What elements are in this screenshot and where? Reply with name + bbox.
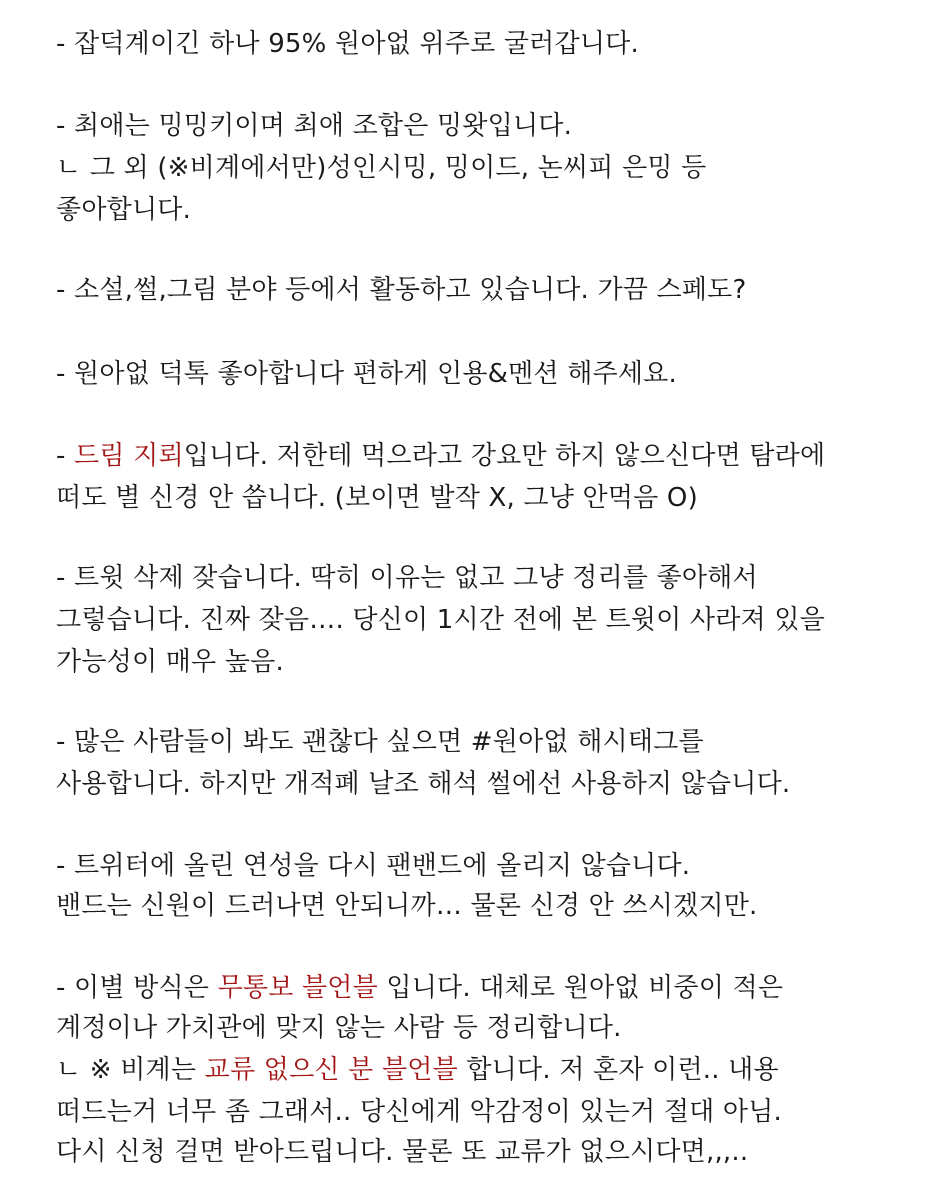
text-line xyxy=(56,968,783,1008)
text-line xyxy=(56,886,758,926)
text-line xyxy=(56,642,284,682)
line-text: - 잡덕계이긴 하나 95% 원아없 위주로 굴러갑니다. xyxy=(56,29,639,59)
line-text: 그렇습니다. 진짜 잦음…. 당신이 1시간 전에 본 트윗이 사라져 있을 xyxy=(56,605,825,635)
text-line xyxy=(56,846,690,886)
text-line xyxy=(56,1050,779,1090)
line-text: 좋아합니다. xyxy=(56,195,192,225)
text-line xyxy=(56,1008,622,1048)
text-line xyxy=(56,354,677,394)
line-text: 다시 신청 걸면 받아드립니다. 물론 또 교류가 없으시다면,,,.. xyxy=(56,1137,749,1167)
highlighted-text: 교류 없으신 분 블언블 xyxy=(204,1055,458,1085)
text-line xyxy=(56,106,572,146)
text-line xyxy=(56,1132,748,1172)
text-line xyxy=(56,148,707,188)
line-text: 입니다. 대체로 원아없 비중이 적은 xyxy=(377,973,784,1003)
text-line xyxy=(56,558,758,598)
text-line xyxy=(56,600,825,640)
line-text: - 많은 사람들이 봐도 괜찮다 싶으면 #원아없 해시태그를 xyxy=(56,727,704,757)
line-text: 밴드는 신원이 드러나면 안되니까… 물론 신경 안 쓰시겠지만. xyxy=(56,891,758,921)
line-text: 계정이나 가치관에 맞지 않는 사람 등 정리합니다. xyxy=(56,1013,622,1043)
line-text: - 원아없 덕톡 좋아합니다 편하게 인용&멘션 해주세요. xyxy=(56,359,677,389)
text-line xyxy=(56,478,698,518)
line-text: - 소설,썰,그림 분야 등에서 활동하고 있습니다. 가끔 스페도? xyxy=(56,275,747,305)
line-text: 떠드는거 너무 좀 그래서.. 당신에게 악감정이 있는거 절대 아님. xyxy=(56,1097,783,1127)
text-line xyxy=(56,764,790,804)
line-text: - 트위터에 올린 연성을 다시 팬밴드에 올리지 않습니다. xyxy=(56,851,691,881)
line-text: ㄴ 그 외 (※비계에서만)성인시밍, 밍이드, 논씨피 은밍 등 xyxy=(56,153,707,183)
line-text: 가능성이 매우 높음. xyxy=(56,647,284,677)
text-line xyxy=(56,270,747,310)
text-line xyxy=(56,722,704,762)
line-text: 사용합니다. 하지만 개적폐 날조 해석 썰에선 사용하지 않습니다. xyxy=(56,769,791,799)
line-text: 입니다. 저한테 먹으라고 강요만 하지 않으신다면 탐라에 xyxy=(183,441,826,471)
line-text: ㄴ ※ 비계는 xyxy=(56,1055,205,1085)
text-line xyxy=(56,190,191,230)
line-text: - xyxy=(56,441,75,471)
highlighted-text: 무통보 블언블 xyxy=(217,973,378,1003)
text-line xyxy=(56,1092,782,1132)
text-line xyxy=(56,24,639,64)
highlighted-text: 드림 지뢰 xyxy=(74,441,184,471)
line-text: - 최애는 밍밍키이며 최애 조합은 밍왓입니다. xyxy=(56,111,573,141)
text-line xyxy=(56,436,825,476)
line-text: 합니다. 저 혼자 이런.. 내용 xyxy=(457,1055,779,1085)
line-text: - 이별 방식은 xyxy=(56,973,218,1003)
line-text: 떠도 별 신경 안 씁니다. (보이면 발작 X, 그냥 안먹음 O) xyxy=(56,483,698,513)
line-text: - 트윗 삭제 잦습니다. 딱히 이유는 없고 그냥 정리를 좋아해서 xyxy=(56,563,758,593)
